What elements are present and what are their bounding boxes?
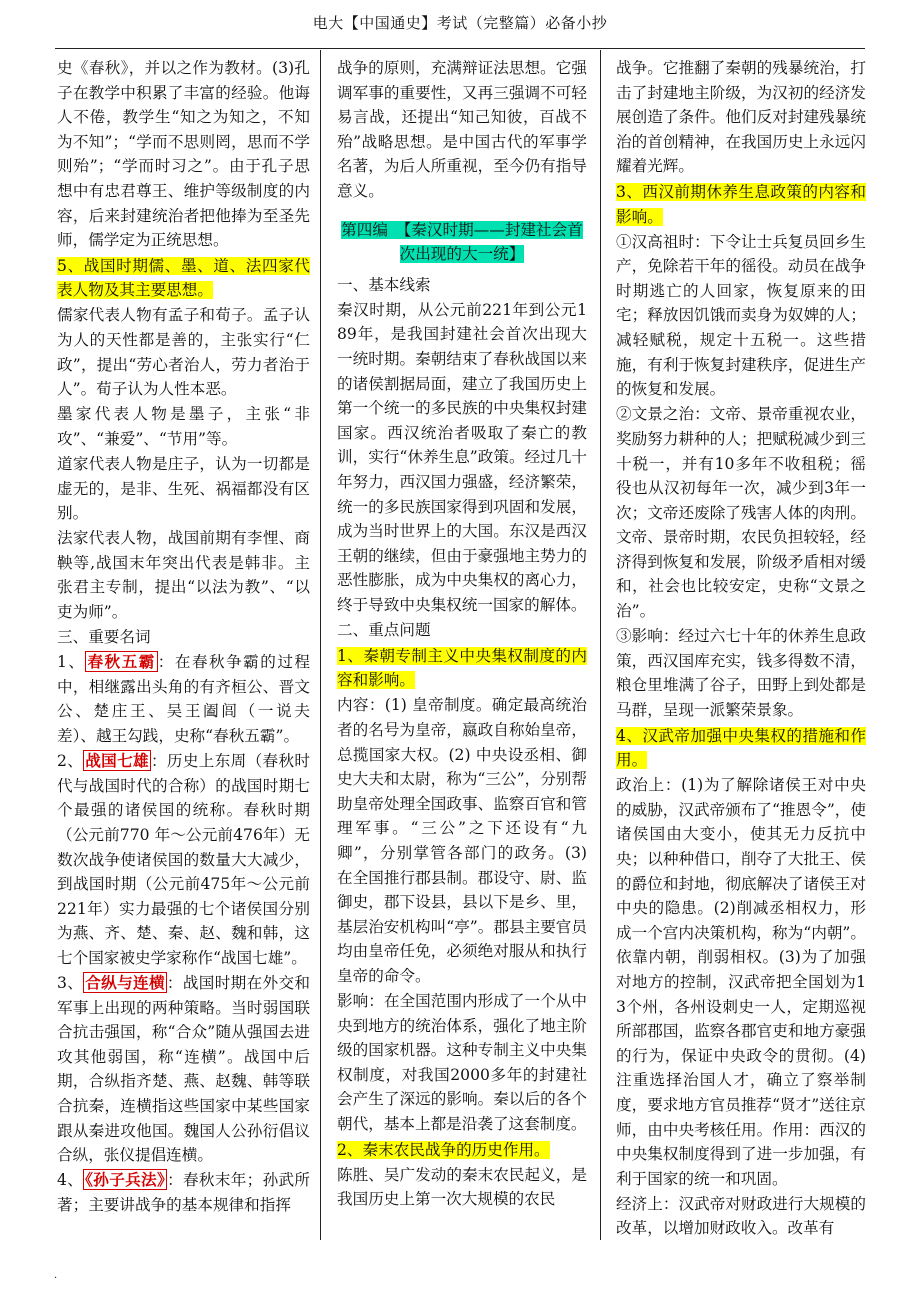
term-definition: ：在春秋争霸的过程中，相继露出头角的有齐桓公、晋文公、楚庄王、吴王阖闾（一说夫差）、越王勾践，史称“春秋五霸”。 <box>57 653 310 746</box>
section-heading: 一、基本线索 <box>337 275 431 294</box>
question-heading <box>337 1138 587 1163</box>
term-entry <box>57 1168 310 1217</box>
term-entry <box>57 749 310 970</box>
part-title-text: 第四编 【秦汉时期——封建社会首次出现的大一统】 <box>341 220 583 264</box>
paragraph: 战争。它推翻了秦朝的残暴统治，打击了封建地主阶级，为汉初的经济发展创造了条件。他们反对封建残暴统治的首创精神，在我国历史上永远闪耀着光辉。 <box>616 59 866 176</box>
term-label: 合纵与连横 <box>85 972 165 992</box>
paragraph: 史《春秋》，并以之作为教材。(3)孔子在教学中积累了丰富的经验。他诲人不倦，教学生“知之为知之，不知为不知”；“学而不思则罔，思而不学则殆”；“学而时习之”。由于孔子思想中有忠君尊王、维护等级制度的内容，后来封建统治者把他捧为至圣先师，儒学定为正统思想。 <box>57 59 310 250</box>
part-title <box>337 218 587 267</box>
paragraph: 法家代表人物，战国前期有李悝、商鞅等,战国末年突出代表是韩非。主张君主专制，提出“以法为教”、“以吏为师”。 <box>57 529 310 622</box>
section-heading: 三、重要名词 <box>57 628 151 647</box>
question-heading <box>616 724 866 773</box>
paragraph: 影响：在全国范围内形成了一个从中央到地方的统治体系，强化了地主阶级的国家机器。这种专制主义中央集权制度，对我国2000多年的封建社会产生了深远的影响。秦以后的各个朝代，基本上都是沿袭了这套制度。 <box>337 991 587 1133</box>
question-2-text: 2、秦末农民战争的历史作用。 <box>337 1140 550 1159</box>
term-number: 3、 <box>57 973 84 992</box>
paragraph: 战争的原则，充满辩证法思想。它强调军事的重要性，又再三强调不可轻易言战，还提出“知己知彼，百战不殆”战略思想。是中国古代的军事学名著，为后人所重视，至今仍有指导意义。 <box>337 59 587 200</box>
term-number: 4、 <box>57 1171 84 1190</box>
paragraph: 陈胜、吴广发动的秦末农民起义，是我国历史上第一次大规模的农民 <box>337 1165 587 1209</box>
term-label: 战国七雄 <box>85 751 149 771</box>
question-4-text: 4、汉武帝加强中央集权的措施和作用。 <box>616 726 866 770</box>
paragraph: 经济上：汉武帝对财政进行大规模的改革，以增加财政收入。改革有 <box>616 1194 866 1238</box>
paragraph: 儒家代表人物有孟子和荀子。孟子认为人的天性都是善的，主张实行“仁政”，提出“劳心者治人，劳力者治于人”。荀子认为人性本恶。 <box>57 306 310 399</box>
column-divider-2 <box>600 50 601 1240</box>
paragraph: 政治上：(1)为了解除诸侯王对中央的威胁，汉武帝颁布了“推恩令”，使诸侯国由大变小，使其无力反抗中央；以种种借口，削夺了大批王、侯的爵位和封地，彻底解决了诸侯王对中央的隐患。(2)削减丞相权力，形成一个宫内决策机构，称为“内朝”。依靠内朝，削弱相权。(3)为了加强对地方的控制，汉武帝把全国划为13个州，各州设刺史一人，定期巡视所部郡国，监察各郡官吏和地方豪强的行为，保证中央政令的贯彻。(4)注重选择治国人才，确立了察举制度，要求地方官员推荐“贤才”送往京师，由中央考核任用。作用：西汉的中央集权制度得到了进一步加强，有利于国家的统一和巩固。 <box>616 776 866 1188</box>
term-entry <box>57 971 310 1168</box>
question-1-text: 1、秦朝专制主义中央集权制度的内容和影响。 <box>337 646 587 690</box>
column-1 <box>57 56 310 1246</box>
header-rule <box>55 48 865 49</box>
term-definition: ：春秋末年；孙武所著；主要讲战争的基本规律和指挥 <box>57 1171 310 1214</box>
term-entry <box>57 650 310 748</box>
question-3-text: 3、西汉前期休养生息政策的内容和影响。 <box>616 182 866 226</box>
column-divider-1 <box>320 50 321 1240</box>
paragraph: ③影响：经过六七十年的休养生息政策，西汉国库充实，钱多得数不清，粮仓里堆满了谷子，田野上到处都是马群，呈现一派繁荣景象。 <box>616 627 866 719</box>
term-definition: ：战国时期在外交和军事上出现的两种策略。当时弱国联合抗击强国，称“合众”随从强国去进攻其他弱国，称“连横”。战国中后期，合纵指齐楚、燕、赵魏、韩等联合抗秦，连横指这些国家中某些国家跟从秦进攻他国。魏国人公孙衍倡议合纵，张仪提倡连横。 <box>57 973 310 1165</box>
column-3 <box>616 56 866 1246</box>
question-5-text: 5、战国时期儒、墨、道、法四家代表人物及其主要思想。 <box>57 256 310 300</box>
question-heading <box>616 180 866 229</box>
term-label: 《孙子兵法》 <box>85 1170 166 1190</box>
question-heading <box>337 644 587 693</box>
paragraph: 墨家代表人物是墨子，主张“非攻”、“兼爱”、“节用”等。 <box>57 405 310 448</box>
footer-dot: . <box>54 1270 58 1281</box>
paragraph: 道家代表人物是庄子，认为一切都是虚无的，是非、生死、祸福都没有区别。 <box>57 455 310 523</box>
paragraph: 秦汉时期，从公元前221年到公元189年，是我国封建社会首次出现大一统时期。秦朝结束了春秋战国以来的诸侯割据局面，建立了我国历史上第一个统一的多民族的中央集权封建国家。西汉统治者吸取了秦亡的教训，实行“休养生息”政策。经过几十年努力，西汉国力强盛，经济繁荣，统一的多民族国家得到巩固和发展，成为当时世界上的大国。东汉是西汉王朝的继续，但由于豪强地主势力的恶性膨胀，成为中央集权的离心力，终于导致中央集权统一国家的解体。 <box>337 300 587 614</box>
paragraph: ②文景之治：文帝、景帝重视农业，奖励努力耕种的人；把赋税减少到三十税一，并有10多年不收租税；徭役也从汉初每年一次，减少到3年一次；文帝还废除了残害人体的肉刑。文帝、景帝时期，农民负担较轻，经济得到恢复和发展，阶级矛盾相对缓和，社会也比较安定，史称“文景之治”。 <box>616 405 866 621</box>
term-number: 1、 <box>57 653 86 672</box>
paragraph: ①汉高祖时：下令让士兵复员回乡生产，免除若干年的徭役。动员在战争时期逃亡的人回家，恢复原来的田宅；释放因饥饿而卖身为奴婢的人；减轻赋税，规定十五税一。这些措施，有利于恢复封建秩序，促进生产的恢复和发展。 <box>616 232 866 399</box>
term-definition: ：历史上东周（春秋时代与战国时代的合称）的战国时期七个最强的诸侯国的统称。春秋时期（公元前770 年～公元前476年）无数次战争使诸侯国的数量大大减少，到战国时期（公元前475年～公元前221年）实力最强的七个诸侯国分别为燕、齐、楚、秦、赵、魏和韩，这七个国家被史学家称作“战国七雄”。 <box>57 752 310 967</box>
page-header-title: 电大【中国通史】考试（完整篇）必备小抄 <box>312 14 608 32</box>
paragraph: 内容：(1) 皇帝制度。确定最高统治者的名号为皇帝，嬴政自称始皇帝，总揽国家大权。(2) 中央设丞相、御史大夫和太尉，称为“三公”，分别帮助皇帝处理全国政事、监察百官和管理军事。“三公”之下还设有“九卿”，分别掌管各部门的政务。(3) 在全国推行郡县制。郡设守、尉、监御史，郡下设县，县以下是乡、里，基层治安机构叫“亭”。郡县主要官员均由皇帝任免，必须绝对服从和执行皇帝的命令。 <box>337 696 587 985</box>
section-heading: 二、重点问题 <box>337 621 431 640</box>
column-2 <box>337 56 587 1246</box>
term-label: 春秋五霸 <box>87 652 156 672</box>
question-heading <box>57 254 310 303</box>
term-number: 2、 <box>57 752 84 771</box>
